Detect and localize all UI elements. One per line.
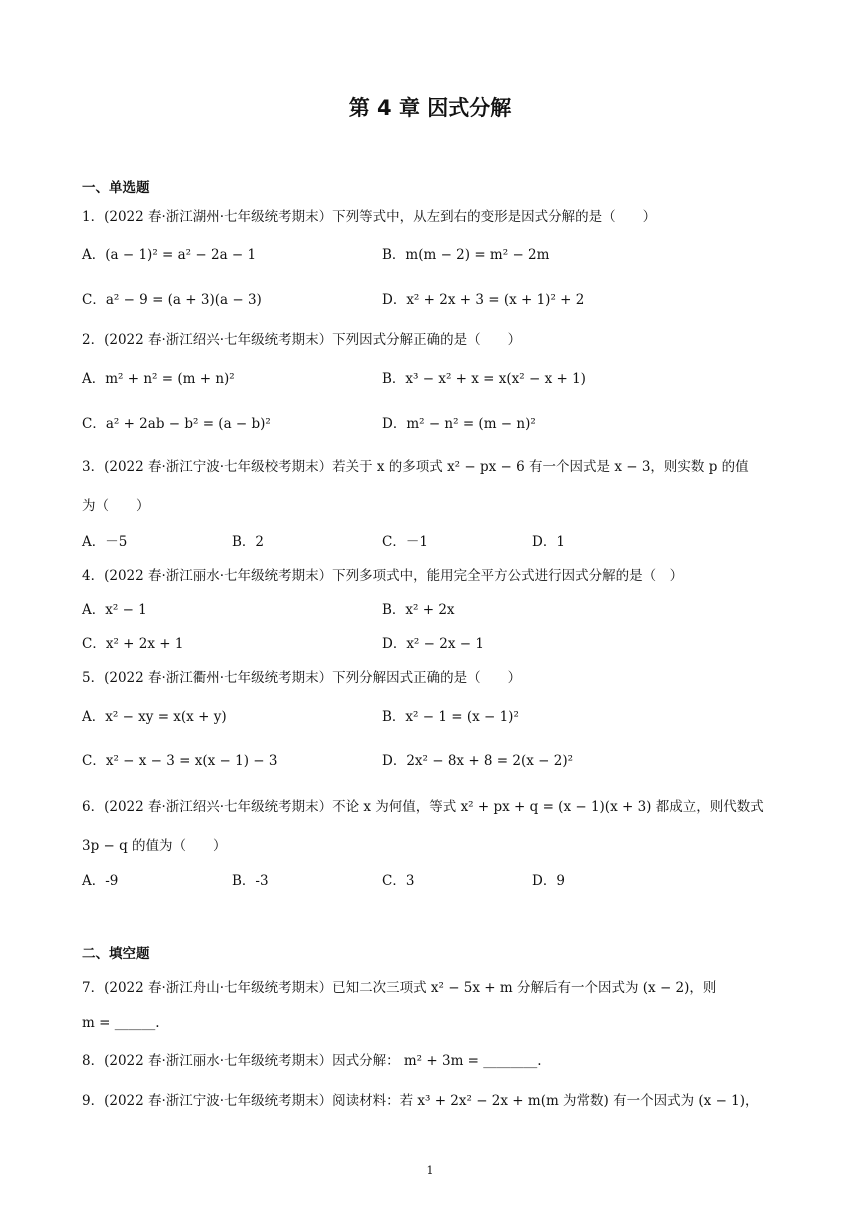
- question-4-option-c: C．x² + 2x + 1: [82, 636, 184, 652]
- question-8-stem: 8．(2022 春·浙江丽水·七年级统考期末）因式分解： m² + 3m = ________.: [82, 1053, 542, 1069]
- question-2-option-b: B．x³ − x² + x = x(x² − x + 1): [382, 371, 586, 387]
- question-2-option-a: A．m² + n² = (m + n)²: [82, 371, 235, 387]
- question-4-stem: 4．(2022 春·浙江丽水·七年级统考期末）下列多项式中，能用完全平方公式进行因式分解的是（ ）: [82, 568, 684, 584]
- question-5-option-d: D．2x² − 8x + 8 = 2(x − 2)²: [382, 753, 574, 769]
- question-4-option-d: D．x² − 2x − 1: [382, 636, 484, 652]
- question-2-option-d: D．m² − n² = (m − n)²: [382, 416, 536, 432]
- page-number: 1: [426, 1164, 434, 1177]
- question-6-stem-continued: 3p − q 的值为（ ）: [82, 838, 227, 854]
- question-1-option-d: D．x² + 2x + 3 = (x + 1)² + 2: [382, 292, 585, 308]
- question-3-stem: 3．(2022 春·浙江宁波·七年级校考期末）若关于 x 的多项式 x² − px − 6 有一个因式是 x − 3，则实数 p 的值: [82, 459, 749, 475]
- question-7-stem-continued: m = ______.: [82, 1015, 160, 1031]
- question-6-stem: 6．(2022 春·浙江绍兴·七年级统考期末）不论 x 为何值，等式 x² + px + q = (x − 1)(x + 3) 都成立，则代数式: [82, 799, 764, 815]
- question-9-stem: 9．(2022 春·浙江宁波·七年级统考期末）阅读材料：若 x³ + 2x² − 2x + m(m 为常数) 有一个因式为 (x − 1)，: [82, 1093, 759, 1109]
- question-6-option-b: B．-3: [232, 873, 269, 889]
- question-3-stem-continued: 为（ ）: [82, 498, 150, 514]
- question-5-option-c: C．x² − x − 3 = x(x − 1) − 3: [82, 753, 278, 769]
- question-3-option-a: A．－5: [82, 534, 128, 550]
- question-5-stem: 5．(2022 春·浙江衢州·七年级统考期末）下列分解因式正确的是（ ）: [82, 670, 522, 686]
- question-7-stem: 7．(2022 春·浙江舟山·七年级统考期末）已知二次三项式 x² − 5x + m 分解后有一个因式为 (x − 2)，则: [82, 980, 717, 996]
- question-6-option-c: C．3: [382, 873, 415, 889]
- question-4-option-a: A．x² − 1: [82, 602, 147, 618]
- section-heading-single-choice: 一、单选题: [82, 180, 150, 196]
- question-1-option-a: A．(a − 1)² = a² − 2a − 1: [82, 247, 257, 263]
- question-5-option-b: B．x² − 1 = (x − 1)²: [382, 709, 519, 725]
- question-3-option-c: C．－1: [382, 534, 428, 550]
- question-5-option-a: A．x² − xy = x(x + y): [82, 709, 227, 725]
- question-2-stem: 2．(2022 春·浙江绍兴·七年级统考期末）下列因式分解正确的是（ ）: [82, 332, 522, 348]
- question-4-option-b: B．x² + 2x: [382, 602, 455, 618]
- question-1-option-b: B．m(m − 2) = m² − 2m: [382, 247, 550, 263]
- question-6-option-a: A．-9: [82, 873, 119, 889]
- question-2-option-c: C．a² + 2ab − b² = (a − b)²: [82, 416, 271, 432]
- question-3-option-d: D．1: [532, 534, 565, 550]
- question-1-stem: 1．(2022 春·浙江湖州·七年级统考期末）下列等式中，从左到右的变形是因式分解的是（ ）: [82, 209, 657, 225]
- question-3-option-b: B．2: [232, 534, 265, 550]
- question-1-option-c: C．a² − 9 = (a + 3)(a − 3): [82, 292, 262, 308]
- question-6-option-d: D．9: [532, 873, 565, 889]
- page-title: 第 4 章 因式分解: [348, 96, 512, 120]
- section-heading-fill-in: 二、填空题: [82, 946, 150, 962]
